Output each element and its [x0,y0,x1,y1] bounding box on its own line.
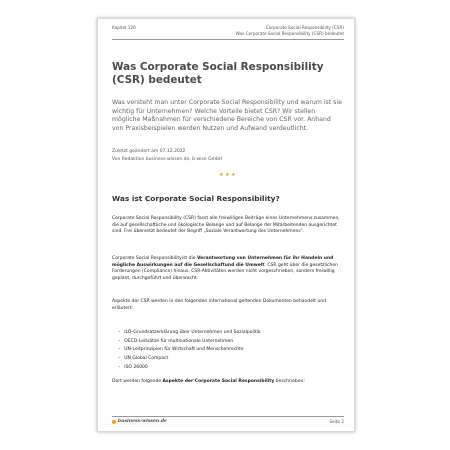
list-item: – UN-Leitprinzipien für Wirtschaft und Menschenrechte [118,346,344,355]
paragraph-aspects [112,379,344,386]
section-heading: Was ist Corporate Social Responsibility? [112,194,280,203]
author-line: Von Redaktion business-wissen.de, b-wise GmbH [112,157,223,162]
para4-text-before: Dort werden folgende [112,379,163,384]
header-right [236,25,344,36]
para2-text-before: Corporate Social Responsibilityist die [112,256,197,261]
header-subtopic: Was Corporate Social Responsibility (CSR) bedeutet [235,30,344,36]
list-item: – OECD-Leitsätze für multinationale Unternehmen [118,338,344,347]
logo-text: business-wissen.de [117,419,167,424]
footer-divider [112,416,344,417]
list-item: – UN Global Compact [118,355,344,364]
lead-paragraph: Was versteht man unter Corporate Social Responsibility und warum ist sie wichtig für Unternehmen? Welche Vorteile bietet CSR? Wir stellen mögliche Maßnahmen für verschiedene Bereiche von CSR vor. Anhand von Praxisbeispielen werden Nutzen und Aufwand verdeutlicht. [112,99,342,132]
separator-stars: ★★★ [219,172,237,178]
para2-bold: Verantwortung von Unternehmen für ihr Handeln und mögliche Auswirkungen auf die Gesellschaftund die Umwelt [112,256,334,268]
paragraph-definition: Corporate Social Responsibility (CSR) fasst alle freiwilligen Beiträge eines Unternehmens zusammen, die auf gesellschaftliche und ökologische Belange und auf Belange der Mitarbeitenden ausgerichtet sind. Frei übersetzt bedeutet der Begriff „Soziale Verantwortung des Unternehmens". [112,216,340,235]
para4-bold: Aspekte der Corporate Social Responsibility [162,379,275,384]
page-header [112,25,344,40]
paragraph-documents: Aspekte der CSR werden in den folgenden international geltenden Dokumenten behandelt und erläutert: [112,299,326,311]
chapter-label: Kapitel 126 [112,25,136,30]
footer-logo [112,419,167,425]
header-topic: Corporate Social Responsibility (CSR) [265,25,344,30]
para2-text-after: . CSR geht über die gesetzlichen Forderungen (Compliance) hinaus. CSR-Aktivitäten werden nicht vorgeschrieben, sondern freiwillig geplant, durchgeführt und überwacht. [112,262,338,282]
document-page [97,18,355,432]
list-item: – ILO-Grundsatzerklärung über Unternehmen und Sozialpolitik [118,329,344,338]
page-title: Was Corporate Social Responsibility (CSR) bedeutet [112,61,324,86]
documents-list [118,329,344,373]
logo-circle-icon [112,420,116,424]
page-number: Seite 2 [329,419,344,424]
page-content [112,19,344,431]
last-updated: Zuletzt geändert am 07.12.2022 [112,149,186,154]
list-item: – ISO 26000 [118,364,344,373]
paragraph-responsibility [112,256,344,283]
para4-text-after: beschrieben: [274,379,305,384]
